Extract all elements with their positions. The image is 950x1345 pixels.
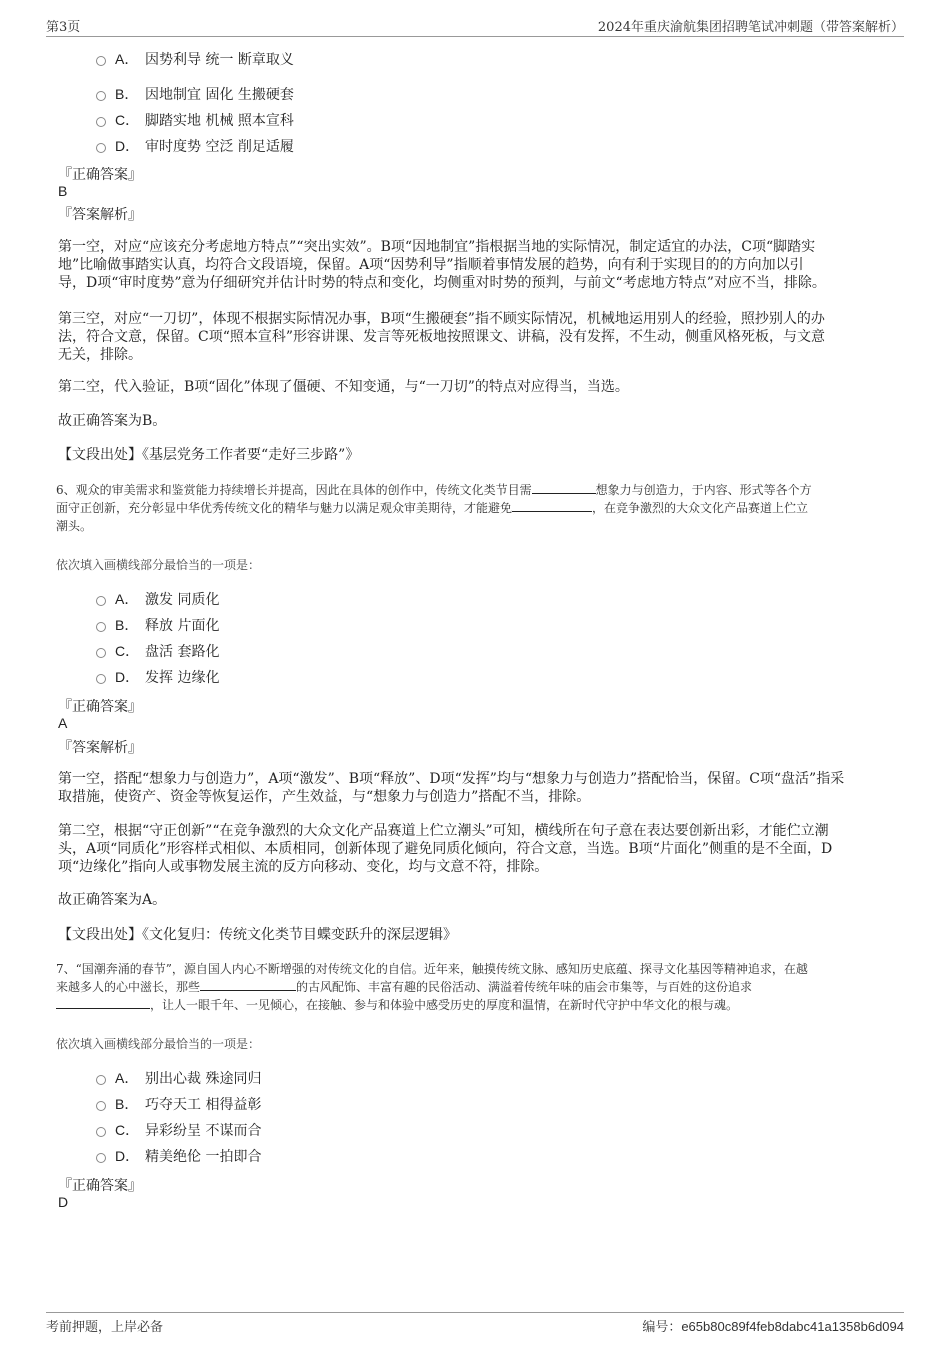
- q6-option-d[interactable]: D． 发挥 边缘化: [96, 667, 219, 687]
- source-citation: 【文段出处】《文化复归：传统文化类节目蝶变跃升的深层逻辑》: [58, 927, 457, 943]
- q6-option-c[interactable]: C． 盘活 套路化: [96, 641, 219, 661]
- q5-option-c[interactable]: C． 脚踏实地 机械 照本宣科: [96, 110, 294, 130]
- q7-option-d[interactable]: D． 精美绝伦 一拍即合: [96, 1146, 261, 1166]
- analysis-paragraph: 第二空，代入验证，B项“固化”体现了僵硬、不知变通，与“一刀切”的特点对应得当，当选。: [58, 379, 629, 395]
- analysis-paragraph: 第三空，对应“一刀切”，体现不根据实际情况办事，B项“生搬硬套”指不顾实际情况，机械地运用别人的经验，照抄别人的办 法，符合文意，保留。C项“照本宣科”形容讲课、发言等死板地按照课文、讲稿，没有发挥，不生动，侧重风格死板，与文意 无关，排除。: [58, 311, 826, 363]
- radio-icon[interactable]: [96, 1127, 106, 1137]
- document-title: 2024年重庆渝航集团招聘笔试冲刺题（带答案解析）: [597, 20, 904, 35]
- document-code: 编号：e65b80c89f4feb8dabc41a1358b6d094: [642, 1319, 904, 1335]
- radio-icon[interactable]: [96, 622, 106, 632]
- q6-option-a[interactable]: A． 激发 同质化: [96, 589, 219, 609]
- radio-icon[interactable]: [96, 91, 106, 101]
- fill-blank: [56, 996, 150, 1009]
- page-footer: [46, 1312, 904, 1335]
- radio-icon[interactable]: [96, 674, 106, 684]
- correct-answer: B: [58, 183, 68, 199]
- q5-option-b[interactable]: B． 因地制宜 固化 生搬硬套: [96, 84, 294, 104]
- page-number: 第3页: [46, 20, 81, 35]
- q7-option-c[interactable]: C． 异彩纷呈 不谋而合: [96, 1120, 261, 1140]
- q5-option-a[interactable]: A． 因势利导 统一 断章取义: [96, 49, 294, 69]
- radio-icon[interactable]: [96, 1075, 106, 1085]
- fill-blank: [512, 499, 592, 512]
- analysis-label: 『答案解析』: [58, 740, 142, 756]
- correct-answer: D: [58, 1194, 69, 1210]
- analysis-label: 『答案解析』: [58, 207, 142, 223]
- answer-label: 『正确答案』: [58, 699, 142, 715]
- radio-icon[interactable]: [96, 596, 106, 606]
- footer-slogan: 考前押题，上岸必备: [46, 1320, 164, 1335]
- q6-option-b[interactable]: B． 释放 片面化: [96, 615, 219, 635]
- question-instruction: 依次填入画横线部分最恰当的一项是：: [56, 558, 261, 572]
- fill-blank: [532, 481, 596, 494]
- radio-icon[interactable]: [96, 117, 106, 127]
- q7-option-b[interactable]: B． 巧夺天工 相得益彰: [96, 1094, 261, 1114]
- correct-answer: A: [58, 715, 68, 731]
- analysis-paragraph: 第一空，对应“应该充分考虑地方特点”“突出实效”。B项“因地制宜”指根据当地的实际情况，制定适宜的办法，C项“脚踏实 地”比喻做事踏实认真，均符合文段语境，保留。A项“因势利导”指顺着事情发展的趋势，向有利于实现目的的方向加以引 导，D项“审时度势”意为仔细研究并估计时势的特点和变化，均侧重对时势的预判，与前文“考虑地方特点”对应不当，排除。: [58, 239, 826, 291]
- radio-icon[interactable]: [96, 56, 106, 66]
- analysis-paragraph: 第一空，搭配“想象力与创造力”，A项“激发”、B项“释放”、D项“发挥”均与“想象力与创造力”搭配恰当，保留。C项“盘活”指采 取措施，使资产、资金等恢复运作，产生效益，与“想象力与创造力”搭配不当，排除。: [58, 771, 845, 805]
- question-stem: 6、观众的审美需求和鉴赏能力持续增长并提高，因此在具体的创作中，传统文化类节目需 想象力与创造力，于内容、形式等各个方 面守正创新，充分彰显中华优秀传统文化的精华与魅力以满足观众审美期待，才能避免 ，在竞争激烈的大众文化产品赛道上伫立 潮头。: [56, 483, 812, 533]
- radio-icon[interactable]: [96, 1153, 106, 1163]
- answer-label: 『正确答案』: [58, 167, 142, 183]
- page-header: [46, 14, 904, 37]
- question-instruction: 依次填入画横线部分最恰当的一项是：: [56, 1037, 261, 1051]
- question-stem: 7、“国潮奔涌的春节”，源自国人内心不断增强的对传统文化的自信。近年来，触摸传统文脉、感知历史底蕴、探寻文化基因等精神追求，在越 来越多人的心中滋长，那些 的古风配饰、丰富有趣的民俗活动、满溢着传统年味的庙会市集等，与百姓的这份追求 ，让人一眼千年、一见倾心，在接触、参与和体验中感受历史的厚度和温情，在新时代守护中华文化的根与魂。: [56, 962, 808, 1012]
- conclusion: 故正确答案为A。: [58, 892, 167, 908]
- radio-icon[interactable]: [96, 143, 106, 153]
- analysis-paragraph: 第二空，根据“守正创新”“在竞争激烈的大众文化产品赛道上伫立潮头”可知，横线所在句子意在表达要创新出彩，才能伫立潮 头，A项“同质化”形容样式相似、本质相同，创新体现了避免同质化倾向，符合文意，当选。B项“片面化”侧重的是不全面，D 项“边缘化”指向人或事物发展主流的反方向移动、变化，均与文意不符，排除。: [58, 823, 833, 875]
- radio-icon[interactable]: [96, 648, 106, 658]
- conclusion: 故正确答案为B。: [58, 413, 167, 429]
- q7-option-a[interactable]: A． 别出心裁 殊途同归: [96, 1068, 261, 1088]
- source-citation: 【文段出处】《基层党务工作者要“走好三步路”》: [58, 447, 360, 463]
- fill-blank: [200, 978, 296, 991]
- q5-option-d[interactable]: D． 审时度势 空泛 削足适履: [96, 136, 294, 156]
- answer-label: 『正确答案』: [58, 1178, 142, 1194]
- radio-icon[interactable]: [96, 1101, 106, 1111]
